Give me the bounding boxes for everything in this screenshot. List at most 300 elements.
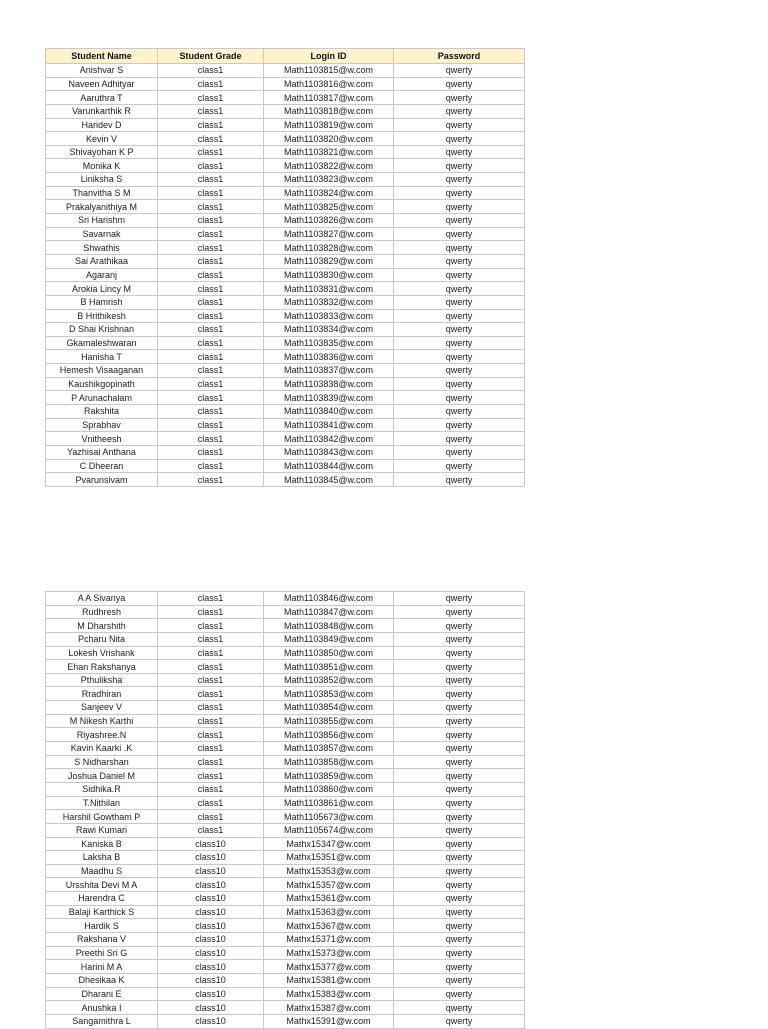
student-name-cell: Sidhika.R xyxy=(46,782,158,796)
password-cell: qwerty xyxy=(394,728,525,742)
student-grade-cell: class1 xyxy=(158,673,264,687)
password-cell: qwerty xyxy=(394,186,525,200)
login-id-cell: Math1103857@w.com xyxy=(264,742,394,756)
header-student-name: Student Name xyxy=(46,49,158,64)
table-row xyxy=(46,973,525,987)
login-id-cell: Mathx15391@w.com xyxy=(264,1014,394,1028)
password-cell: qwerty xyxy=(394,91,525,105)
student-grade-cell: class1 xyxy=(158,336,264,350)
table-row xyxy=(46,241,525,255)
password-cell: qwerty xyxy=(394,632,525,646)
login-id-cell: Mathx15353@w.com xyxy=(264,864,394,878)
table-row xyxy=(46,701,525,715)
student-grade-cell: class1 xyxy=(158,227,264,241)
student-grade-cell: class1 xyxy=(158,445,264,459)
password-cell: qwerty xyxy=(394,323,525,337)
student-name-cell: Sri Harishm xyxy=(46,214,158,228)
login-id-cell: Math1103853@w.com xyxy=(264,687,394,701)
table-row xyxy=(46,1001,525,1015)
login-id-cell: Math1103823@w.com xyxy=(264,173,394,187)
student-name-cell: Haridev D xyxy=(46,118,158,132)
student-grade-cell: class1 xyxy=(158,810,264,824)
student-name-cell: A A Sivanya xyxy=(46,592,158,606)
table-row xyxy=(46,946,525,960)
student-grade-cell: class1 xyxy=(158,769,264,783)
student-name-cell: Dhesikaa K xyxy=(46,973,158,987)
student-grade-cell: class10 xyxy=(158,892,264,906)
password-cell: qwerty xyxy=(394,905,525,919)
login-id-cell: Math1103840@w.com xyxy=(264,405,394,419)
student-name-cell: Ehan Rakshanya xyxy=(46,660,158,674)
password-cell: qwerty xyxy=(394,473,525,487)
password-cell: qwerty xyxy=(394,241,525,255)
student-grade-cell: class1 xyxy=(158,241,264,255)
login-id-cell: Math1105673@w.com xyxy=(264,810,394,824)
student-grade-cell: class1 xyxy=(158,323,264,337)
login-id-cell: Mathx15373@w.com xyxy=(264,946,394,960)
student-grade-cell: class1 xyxy=(158,728,264,742)
table-row xyxy=(46,118,525,132)
student-name-cell: P Arunachalam xyxy=(46,391,158,405)
table-row xyxy=(46,742,525,756)
student-name-cell: S Nidharshan xyxy=(46,755,158,769)
student-grade-cell: class1 xyxy=(158,632,264,646)
student-name-cell: Vnitheesh xyxy=(46,432,158,446)
student-name-cell: Rakshana V xyxy=(46,933,158,947)
student-grade-cell: class1 xyxy=(158,418,264,432)
student-name-cell: Harini M A xyxy=(46,960,158,974)
student-grade-cell: class1 xyxy=(158,823,264,837)
login-id-cell: Math1103822@w.com xyxy=(264,159,394,173)
login-id-cell: Math1103826@w.com xyxy=(264,214,394,228)
student-name-cell: Sanjeev V xyxy=(46,701,158,715)
login-id-cell: Math1103825@w.com xyxy=(264,200,394,214)
table-row xyxy=(46,159,525,173)
login-id-cell: Math1103842@w.com xyxy=(264,432,394,446)
student-grade-cell: class1 xyxy=(158,364,264,378)
student-name-cell: Monika K xyxy=(46,159,158,173)
student-grade-cell: class10 xyxy=(158,878,264,892)
password-cell: qwerty xyxy=(394,405,525,419)
table-row xyxy=(46,132,525,146)
student-grade-cell: class1 xyxy=(158,619,264,633)
password-cell: qwerty xyxy=(394,660,525,674)
student-grade-cell: class1 xyxy=(158,660,264,674)
student-name-cell: Hardik S xyxy=(46,919,158,933)
password-cell: qwerty xyxy=(394,227,525,241)
student-grade-cell: class10 xyxy=(158,905,264,919)
student-name-cell: Gkamaleshwaran xyxy=(46,336,158,350)
student-name-cell: Maadhu S xyxy=(46,864,158,878)
table-row xyxy=(46,254,525,268)
table-row xyxy=(46,619,525,633)
password-cell: qwerty xyxy=(394,619,525,633)
login-id-cell: Math1103838@w.com xyxy=(264,377,394,391)
student-grade-cell: class1 xyxy=(158,118,264,132)
login-id-cell: Math1103839@w.com xyxy=(264,391,394,405)
student-grade-cell: class1 xyxy=(158,200,264,214)
password-cell: qwerty xyxy=(394,104,525,118)
password-cell: qwerty xyxy=(394,701,525,715)
student-name-cell: D Shai Krishnan xyxy=(46,323,158,337)
table-row xyxy=(46,418,525,432)
password-cell: qwerty xyxy=(394,810,525,824)
login-id-cell: Math1103817@w.com xyxy=(264,91,394,105)
student-name-cell: M Dharshith xyxy=(46,619,158,633)
table-row xyxy=(46,377,525,391)
student-name-cell: Shivayohan K P xyxy=(46,145,158,159)
student-name-cell: Anishvar S xyxy=(46,64,158,78)
password-cell: qwerty xyxy=(394,64,525,78)
login-id-cell: Math1103852@w.com xyxy=(264,673,394,687)
student-grade-cell: class1 xyxy=(158,104,264,118)
student-grade-cell: class1 xyxy=(158,214,264,228)
student-grade-cell: class1 xyxy=(158,145,264,159)
login-id-cell: Math1103858@w.com xyxy=(264,755,394,769)
login-id-cell: Math1103844@w.com xyxy=(264,459,394,473)
student-name-cell: Dharani E xyxy=(46,987,158,1001)
login-id-cell: Math1103847@w.com xyxy=(264,605,394,619)
student-grade-cell: class10 xyxy=(158,946,264,960)
password-cell: qwerty xyxy=(394,892,525,906)
login-id-cell: Math1105674@w.com xyxy=(264,823,394,837)
login-id-cell: Math1103846@w.com xyxy=(264,592,394,606)
login-id-cell: Mathx15387@w.com xyxy=(264,1001,394,1015)
student-grade-cell: class1 xyxy=(158,796,264,810)
student-grade-cell: class1 xyxy=(158,605,264,619)
student-name-cell: Sprabhav xyxy=(46,418,158,432)
login-id-cell: Math1103854@w.com xyxy=(264,701,394,715)
student-grade-cell: class10 xyxy=(158,960,264,974)
password-cell: qwerty xyxy=(394,878,525,892)
password-cell: qwerty xyxy=(394,214,525,228)
table-row xyxy=(46,823,525,837)
table-row xyxy=(46,673,525,687)
table-row xyxy=(46,323,525,337)
login-id-cell: Math1103831@w.com xyxy=(264,282,394,296)
table-row xyxy=(46,336,525,350)
password-cell: qwerty xyxy=(394,173,525,187)
login-id-cell: Math1103837@w.com xyxy=(264,364,394,378)
table-1-body xyxy=(46,64,525,487)
table-row xyxy=(46,145,525,159)
student-name-cell: Harendra C xyxy=(46,892,158,906)
student-name-cell: B Hamrish xyxy=(46,295,158,309)
password-cell: qwerty xyxy=(394,837,525,851)
password-cell: qwerty xyxy=(394,132,525,146)
login-id-cell: Math1103855@w.com xyxy=(264,714,394,728)
password-cell: qwerty xyxy=(394,145,525,159)
student-name-cell: Kaniska B xyxy=(46,837,158,851)
table-row xyxy=(46,837,525,851)
student-grade-cell: class10 xyxy=(158,864,264,878)
student-name-cell: Kavin Kaarki .K xyxy=(46,742,158,756)
student-name-cell: Ursshita Devi M A xyxy=(46,878,158,892)
table-row xyxy=(46,905,525,919)
table-2-body xyxy=(46,592,525,1029)
student-login-table-1 xyxy=(45,48,525,487)
table-row xyxy=(46,432,525,446)
student-grade-cell: class1 xyxy=(158,377,264,391)
login-id-cell: Math1103829@w.com xyxy=(264,254,394,268)
student-name-cell: Shwathis xyxy=(46,241,158,255)
table-row xyxy=(46,878,525,892)
password-cell: qwerty xyxy=(394,714,525,728)
password-cell: qwerty xyxy=(394,592,525,606)
student-grade-cell: class10 xyxy=(158,919,264,933)
table-row xyxy=(46,268,525,282)
password-cell: qwerty xyxy=(394,391,525,405)
login-id-cell: Mathx15367@w.com xyxy=(264,919,394,933)
login-id-cell: Math1103841@w.com xyxy=(264,418,394,432)
password-cell: qwerty xyxy=(394,268,525,282)
table-row xyxy=(46,282,525,296)
table-row xyxy=(46,632,525,646)
table-row xyxy=(46,592,525,606)
student-grade-cell: class1 xyxy=(158,592,264,606)
student-name-cell: M Nikesh Karthi xyxy=(46,714,158,728)
login-id-cell: Mathx15351@w.com xyxy=(264,851,394,865)
student-grade-cell: class10 xyxy=(158,987,264,1001)
table-row xyxy=(46,364,525,378)
table-row xyxy=(46,104,525,118)
password-cell: qwerty xyxy=(394,960,525,974)
student-name-cell: Naveen Adhityar xyxy=(46,77,158,91)
student-name-cell: Hanisha T xyxy=(46,350,158,364)
student-grade-cell: class10 xyxy=(158,851,264,865)
student-name-cell: Pthuliksha xyxy=(46,673,158,687)
login-id-cell: Math1103816@w.com xyxy=(264,77,394,91)
password-cell: qwerty xyxy=(394,1001,525,1015)
password-cell: qwerty xyxy=(394,459,525,473)
password-cell: qwerty xyxy=(394,377,525,391)
student-name-cell: Aaruthra T xyxy=(46,91,158,105)
table-row xyxy=(46,987,525,1001)
student-grade-cell: class1 xyxy=(158,742,264,756)
student-grade-cell: class1 xyxy=(158,132,264,146)
password-cell: qwerty xyxy=(394,336,525,350)
student-name-cell: Kevin V xyxy=(46,132,158,146)
student-grade-cell: class1 xyxy=(158,254,264,268)
student-name-cell: C Dheeran xyxy=(46,459,158,473)
password-cell: qwerty xyxy=(394,159,525,173)
student-name-cell: Varunkarthik R xyxy=(46,104,158,118)
student-grade-cell: class1 xyxy=(158,64,264,78)
student-name-cell: Anushka I xyxy=(46,1001,158,1015)
table-row xyxy=(46,173,525,187)
student-name-cell: Agaranj xyxy=(46,268,158,282)
student-grade-cell: class1 xyxy=(158,268,264,282)
table-row xyxy=(46,933,525,947)
password-cell: qwerty xyxy=(394,973,525,987)
password-cell: qwerty xyxy=(394,919,525,933)
student-name-cell: Savarnak xyxy=(46,227,158,241)
student-grade-cell: class10 xyxy=(158,837,264,851)
student-grade-cell: class1 xyxy=(158,714,264,728)
login-id-cell: Mathx15347@w.com xyxy=(264,837,394,851)
student-grade-cell: class1 xyxy=(158,701,264,715)
student-name-cell: Prakalyanithiya M xyxy=(46,200,158,214)
student-grade-cell: class1 xyxy=(158,282,264,296)
student-grade-cell: class10 xyxy=(158,1014,264,1028)
login-id-cell: Math1103834@w.com xyxy=(264,323,394,337)
header-password: Password xyxy=(394,49,525,64)
student-name-cell: Lokesh Vrishank xyxy=(46,646,158,660)
login-id-cell: Math1103850@w.com xyxy=(264,646,394,660)
table-row xyxy=(46,1014,525,1028)
login-id-cell: Math1103833@w.com xyxy=(264,309,394,323)
login-id-cell: Math1103828@w.com xyxy=(264,241,394,255)
student-grade-cell: class10 xyxy=(158,933,264,947)
student-login-table-2 xyxy=(45,591,525,1029)
login-id-cell: Math1103851@w.com xyxy=(264,660,394,674)
password-cell: qwerty xyxy=(394,364,525,378)
student-name-cell: Kaushikgopinath xyxy=(46,377,158,391)
student-grade-cell: class1 xyxy=(158,91,264,105)
password-cell: qwerty xyxy=(394,646,525,660)
student-name-cell: Rawi Kumari xyxy=(46,823,158,837)
table-row xyxy=(46,782,525,796)
login-id-cell: Mathx15383@w.com xyxy=(264,987,394,1001)
password-cell: qwerty xyxy=(394,851,525,865)
password-cell: qwerty xyxy=(394,432,525,446)
password-cell: qwerty xyxy=(394,1014,525,1028)
login-id-cell: Math1103843@w.com xyxy=(264,445,394,459)
password-cell: qwerty xyxy=(394,782,525,796)
login-id-cell: Math1103845@w.com xyxy=(264,473,394,487)
password-cell: qwerty xyxy=(394,673,525,687)
table-row xyxy=(46,660,525,674)
login-id-cell: Math1103848@w.com xyxy=(264,619,394,633)
student-name-cell: Preethi Sri G xyxy=(46,946,158,960)
login-id-cell: Math1103832@w.com xyxy=(264,295,394,309)
student-name-cell: Rradhiran xyxy=(46,687,158,701)
table-row xyxy=(46,459,525,473)
table-row xyxy=(46,391,525,405)
login-id-cell: Mathx15371@w.com xyxy=(264,933,394,947)
table-row xyxy=(46,473,525,487)
table-row xyxy=(46,728,525,742)
table-row xyxy=(46,755,525,769)
login-id-cell: Math1103861@w.com xyxy=(264,796,394,810)
login-id-cell: Math1103827@w.com xyxy=(264,227,394,241)
password-cell: qwerty xyxy=(394,350,525,364)
password-cell: qwerty xyxy=(394,933,525,947)
student-name-cell: Rakshita xyxy=(46,405,158,419)
table-row xyxy=(46,810,525,824)
student-grade-cell: class1 xyxy=(158,687,264,701)
table-row xyxy=(46,769,525,783)
table-row xyxy=(46,350,525,364)
student-grade-cell: class1 xyxy=(158,159,264,173)
table-row xyxy=(46,309,525,323)
login-id-cell: Math1103821@w.com xyxy=(264,145,394,159)
login-id-cell: Math1103836@w.com xyxy=(264,350,394,364)
password-cell: qwerty xyxy=(394,755,525,769)
login-id-cell: Math1103818@w.com xyxy=(264,104,394,118)
student-grade-cell: class10 xyxy=(158,973,264,987)
table-row xyxy=(46,186,525,200)
login-id-cell: Mathx15377@w.com xyxy=(264,960,394,974)
student-name-cell: Arokia Lincy M xyxy=(46,282,158,296)
table-row xyxy=(46,91,525,105)
login-id-cell: Math1103859@w.com xyxy=(264,769,394,783)
student-grade-cell: class1 xyxy=(158,755,264,769)
table-row xyxy=(46,892,525,906)
student-name-cell: Joshua Daniel M xyxy=(46,769,158,783)
student-grade-cell: class1 xyxy=(158,782,264,796)
student-name-cell: T.Nithilan xyxy=(46,796,158,810)
student-grade-cell: class1 xyxy=(158,405,264,419)
password-cell: qwerty xyxy=(394,295,525,309)
password-cell: qwerty xyxy=(394,418,525,432)
login-id-cell: Math1103815@w.com xyxy=(264,64,394,78)
student-grade-cell: class1 xyxy=(158,391,264,405)
login-id-cell: Math1103824@w.com xyxy=(264,186,394,200)
student-grade-cell: class1 xyxy=(158,459,264,473)
table-row xyxy=(46,687,525,701)
password-cell: qwerty xyxy=(394,605,525,619)
student-name-cell: Yazhisai Anthana xyxy=(46,445,158,459)
student-grade-cell: class1 xyxy=(158,295,264,309)
student-name-cell: Balaji Karthick S xyxy=(46,905,158,919)
password-cell: qwerty xyxy=(394,118,525,132)
header-student-grade: Student Grade xyxy=(158,49,264,64)
table-row xyxy=(46,605,525,619)
password-cell: qwerty xyxy=(394,864,525,878)
password-cell: qwerty xyxy=(394,769,525,783)
password-cell: qwerty xyxy=(394,823,525,837)
table-row xyxy=(46,796,525,810)
password-cell: qwerty xyxy=(394,282,525,296)
student-grade-cell: class1 xyxy=(158,350,264,364)
student-grade-cell: class1 xyxy=(158,309,264,323)
password-cell: qwerty xyxy=(394,309,525,323)
table-row xyxy=(46,77,525,91)
password-cell: qwerty xyxy=(394,77,525,91)
table-row xyxy=(46,445,525,459)
student-name-cell: Sai Arathikaa xyxy=(46,254,158,268)
password-cell: qwerty xyxy=(394,200,525,214)
password-cell: qwerty xyxy=(394,687,525,701)
table-row xyxy=(46,227,525,241)
student-name-cell: Sangamithra L xyxy=(46,1014,158,1028)
login-id-cell: Math1103849@w.com xyxy=(264,632,394,646)
login-id-cell: Mathx15361@w.com xyxy=(264,892,394,906)
password-cell: qwerty xyxy=(394,987,525,1001)
login-id-cell: Mathx15363@w.com xyxy=(264,905,394,919)
login-id-cell: Math1103835@w.com xyxy=(264,336,394,350)
password-cell: qwerty xyxy=(394,254,525,268)
student-name-cell: Liniksha S xyxy=(46,173,158,187)
table-row xyxy=(46,214,525,228)
password-cell: qwerty xyxy=(394,742,525,756)
login-id-cell: Math1103856@w.com xyxy=(264,728,394,742)
student-grade-cell: class10 xyxy=(158,1001,264,1015)
table-row xyxy=(46,919,525,933)
student-grade-cell: class1 xyxy=(158,473,264,487)
password-cell: qwerty xyxy=(394,796,525,810)
table-row xyxy=(46,405,525,419)
login-id-cell: Math1103830@w.com xyxy=(264,268,394,282)
student-name-cell: Rudhresh xyxy=(46,605,158,619)
table-row xyxy=(46,714,525,728)
table-row xyxy=(46,200,525,214)
student-name-cell: Hemesh Visaaganan xyxy=(46,364,158,378)
student-grade-cell: class1 xyxy=(158,173,264,187)
login-id-cell: Math1103820@w.com xyxy=(264,132,394,146)
student-name-cell: Thanvitha S M xyxy=(46,186,158,200)
